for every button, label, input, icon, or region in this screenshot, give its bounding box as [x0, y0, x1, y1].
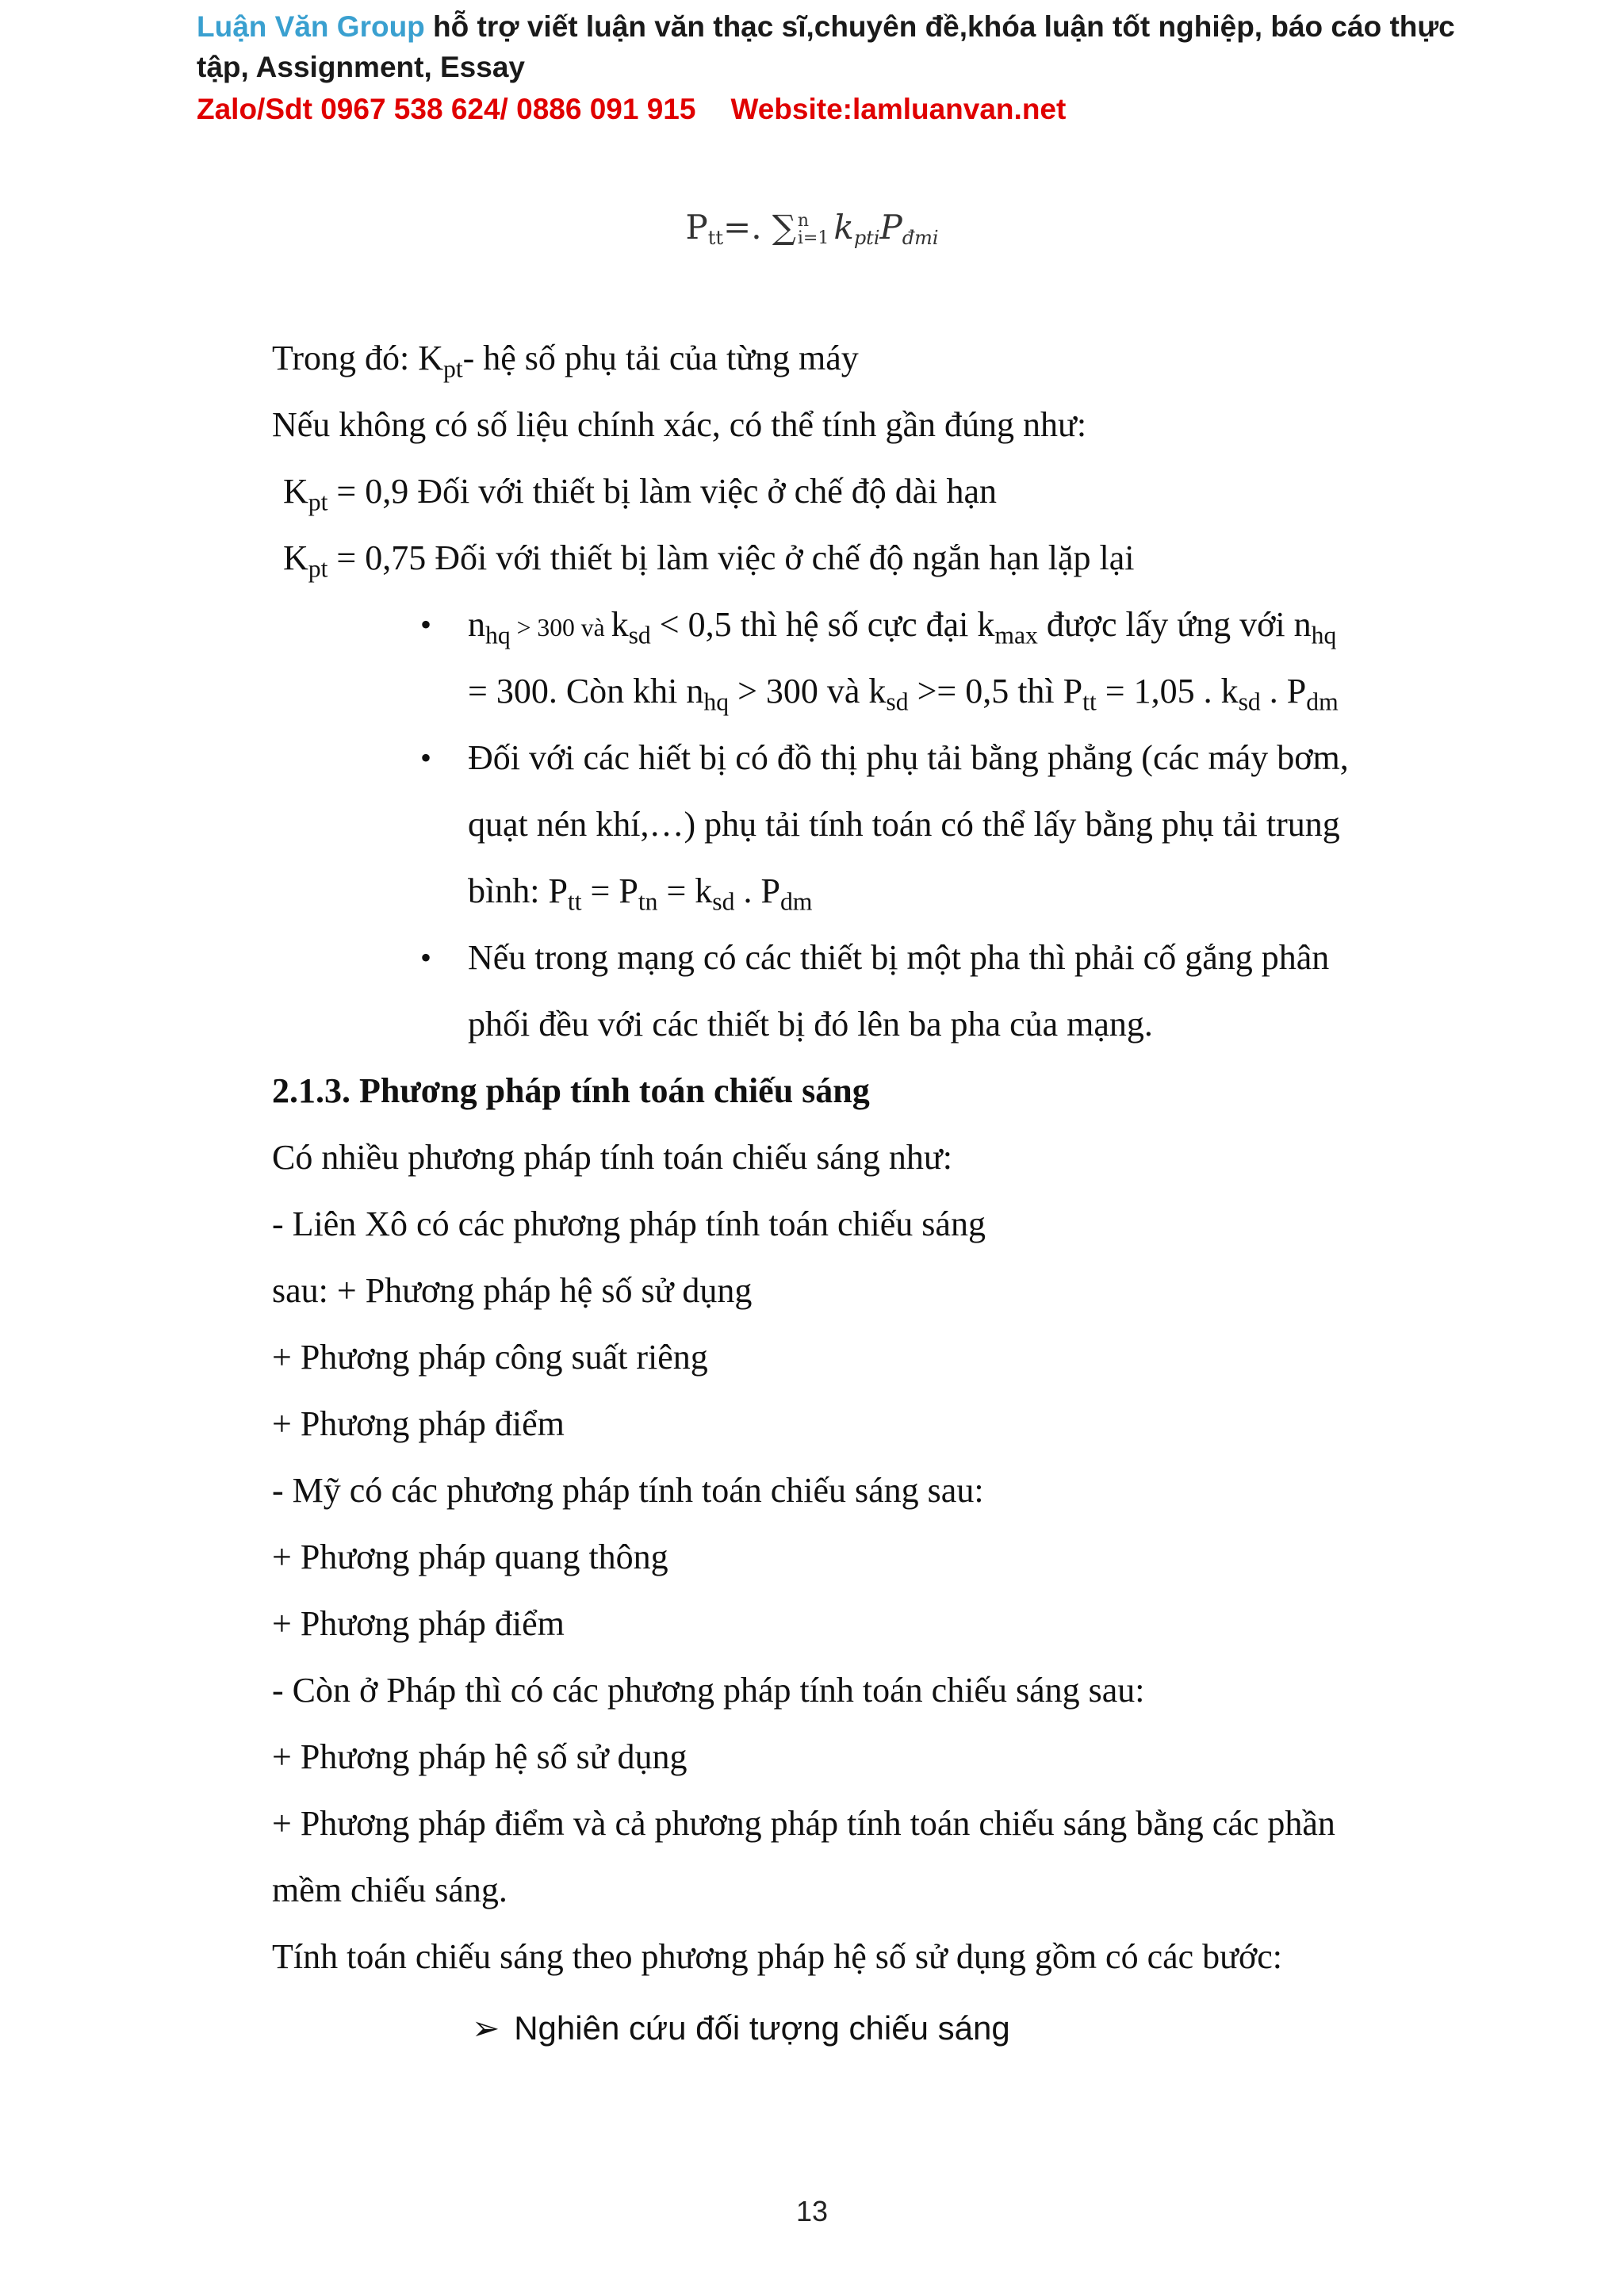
load-formula: $P_{tt}=$. ∑ n i=1 $k_{pti}P_{đmi}$ — [685, 208, 939, 250]
contact-website: Website:lamluanvan.net — [730, 93, 1067, 125]
paragraph: - Liên Xô có các phương pháp tính toán chiếu sáng — [272, 1204, 986, 1243]
paragraph: + Phương pháp công suất riêng — [272, 1338, 708, 1377]
list-item-continuation: = 300. Còn khi $n_{hq} > 300$ và $k_{sd} >= 0,5$ thì $P_{tt} = 1,05$ . $k_{sd}$ . $P_{dm}$ — [468, 672, 1339, 716]
paragraph: $K_{pt} = 0,9$ Đối với thiết bị làm việc ở chế độ dài hạn — [283, 472, 998, 516]
paragraph: + Phương pháp điểm và cả phương pháp tính toán chiếu sáng bằng các phần — [272, 1804, 1335, 1843]
list-item-continuation: bình: $P_{tt} = P_{tn} = k_{sd}$ . $P_{dm}$ — [468, 871, 813, 916]
brand-name: Luận Văn Group — [197, 10, 425, 43]
paragraph: $K_{pt} = 0,75$ Đối với thiết bị làm việc ở chế độ ngắn hạn lặp lại — [283, 538, 1135, 583]
header-contact — [197, 89, 1481, 129]
list-item-continuation: phối đều với các thiết bị đó lên ba pha của mạng. — [468, 1005, 1153, 1044]
paragraph: Trong đó: $K_{pt}-$ hệ số phụ tải của từng máy — [272, 339, 859, 383]
bullet-icon: • — [420, 940, 432, 975]
section-heading: 2.1.3. Phương pháp tính toán chiếu sáng — [272, 1071, 870, 1110]
paragraph: - Mỹ có các phương pháp tính toán chiếu sáng sau: — [272, 1471, 984, 1510]
paragraph: Tính toán chiếu sáng theo phương pháp hệ số sử dụng gồm có các bước: — [272, 1937, 1283, 1976]
page-header — [197, 6, 1481, 129]
header-line-2: tập, Assignment, Essay — [197, 51, 525, 83]
contact-phone: Zalo/Sdt 0967 538 624/ 0886 091 915 — [197, 93, 696, 125]
paragraph: + Phương pháp quang thông — [272, 1538, 668, 1576]
arrow-list-item: ➢ Nghiên cứu đối tượng chiếu sáng — [472, 2009, 1010, 2047]
paragraph: + Phương pháp điểm — [272, 1604, 565, 1643]
document-body — [272, 325, 1477, 2062]
bullet-icon: • — [420, 607, 432, 642]
paragraph: sau: + Phương pháp hệ số sử dụng — [272, 1271, 753, 1310]
header-line-1: Luận Văn Group hỗ trợ viết luận văn thạc sĩ,chuyên đề,khóa luận tốt nghiệp, báo cáo thực — [197, 10, 1455, 43]
paragraph: Nếu không có số liệu chính xác, có thể tính gần đúng như: — [272, 405, 1087, 444]
list-item: • $n_{hq} > 300$ và $k_{sd} < 0,5$ thì hệ số cực đại $k_{max}$ được lấy ứng với $n_{hq}$ — [272, 592, 1477, 658]
list-item: • Nếu trong mạng có các thiết bị một pha thì phải cố gắng phân — [272, 925, 1477, 991]
list-item: • Đối với các hiết bị có đồ thị phụ tải bằng phẳng (các máy bơm, — [272, 725, 1477, 791]
paragraph: Có nhiều phương pháp tính toán chiếu sáng như: — [272, 1138, 952, 1177]
bullet-icon: • — [420, 740, 432, 776]
list-item-continuation: quạt nén khí,…) phụ tải tính toán có thể lấy bằng phụ tải trung — [468, 805, 1340, 844]
arrow-bullet-icon: ➢ — [472, 2009, 500, 2047]
paragraph: + Phương pháp điểm — [272, 1404, 565, 1443]
paragraph: mềm chiếu sáng. — [272, 1871, 508, 1909]
paragraph: - Còn ở Pháp thì có các phương pháp tính toán chiếu sáng sau: — [272, 1671, 1145, 1710]
page-number: 13 — [795, 2195, 829, 2227]
paragraph: + Phương pháp hệ số sử dụng — [272, 1737, 688, 1776]
